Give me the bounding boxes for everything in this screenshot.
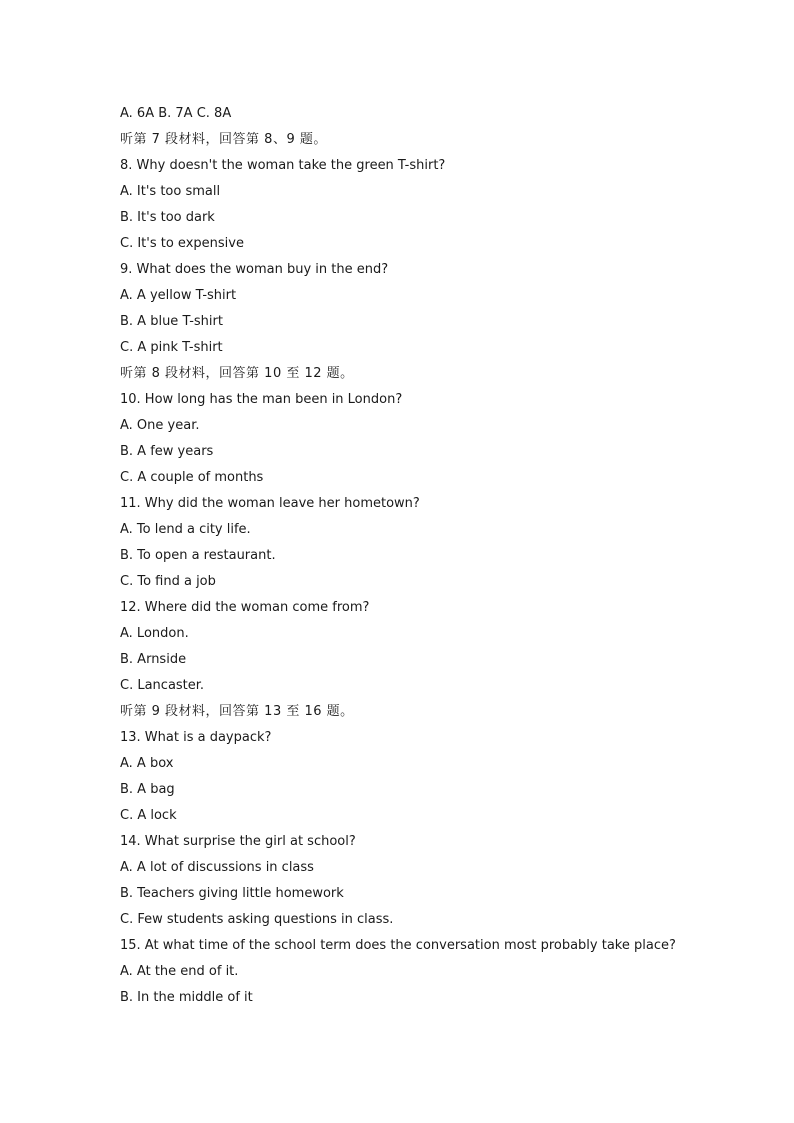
question-8-option-c: C. It's to expensive [120,236,244,251]
question-13-option-a: A. A box [120,756,174,771]
question-9: 9. What does the woman buy in the end? [120,262,389,277]
question-13-option-b: B. A bag [120,782,175,797]
question-15-option-a: A. At the end of it. [120,964,239,979]
question-14: 14. What surprise the girl at school? [120,834,356,849]
question-11-option-b: B. To open a restaurant. [120,548,276,563]
section-instruction: 听第 9 段材料，回答第 13 至 16 题。 [120,704,354,719]
answer-options-line: A. 6A B. 7A C. 8A [120,106,232,121]
question-13-option-c: C. A lock [120,808,177,823]
question-12: 12. Where did the woman come from? [120,600,370,615]
question-12-option-a: A. London. [120,626,189,641]
question-12-option-b: B. Arnside [120,652,187,667]
question-13: 13. What is a daypack? [120,730,272,745]
question-11-option-c: C. To find a job [120,574,216,589]
question-11: 11. Why did the woman leave her hometown? [120,496,420,511]
question-14-option-c: C. Few students asking questions in class. [120,912,394,927]
question-8: 8. Why doesn't the woman take the green T-shirt? [120,158,446,173]
question-14-option-b: B. Teachers giving little homework [120,886,344,901]
question-10-option-c: C. A couple of months [120,470,264,485]
question-8-option-a: A. It's too small [120,184,221,199]
question-10-option-b: B. A few years [120,444,214,459]
question-11-option-a: A. To lend a city life. [120,522,251,537]
question-12-option-c: C. Lancaster. [120,678,205,693]
question-9-option-c: C. A pink T-shirt [120,340,223,355]
question-9-option-a: A. A yellow T-shirt [120,288,237,303]
question-10: 10. How long has the man been in London? [120,392,403,407]
exam-text-lines [120,103,760,1013]
question-8-option-b: B. It's too dark [120,210,215,225]
question-10-option-a: A. One year. [120,418,200,433]
question-15-option-b: B. In the middle of it [120,990,253,1005]
question-15: 15. At what time of the school term does the conversation most probably take place? [120,938,676,953]
section-instruction: 听第 7 段材料，回答第 8、9 题。 [120,132,327,147]
question-14-option-a: A. A lot of discussions in class [120,860,314,875]
question-9-option-b: B. A blue T-shirt [120,314,223,329]
section-instruction: 听第 8 段材料，回答第 10 至 12 题。 [120,366,354,381]
